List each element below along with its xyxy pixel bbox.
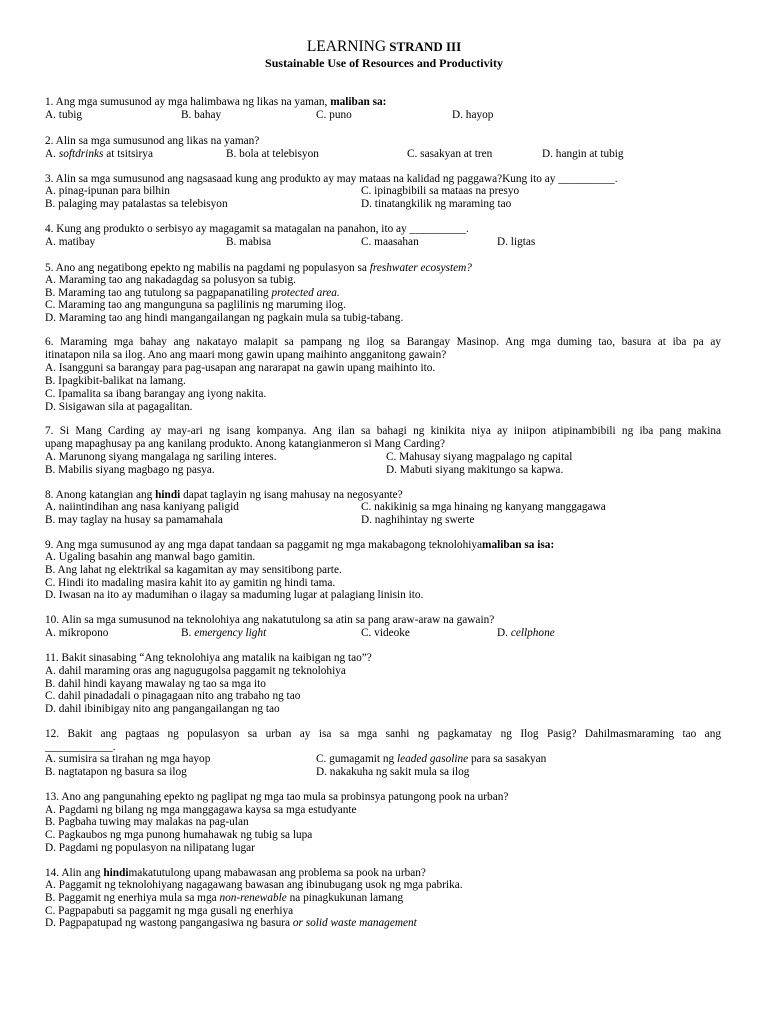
q14-option-c: C. Pagpapabuti sa paggamit ng mga gusali ng enerhiya	[45, 905, 294, 917]
question-1-stem	[45, 96, 386, 109]
q9-option-b: B. Ang lahat ng elektrikal sa kagamitan ay may sensitibong parte.	[45, 564, 342, 576]
q7-option-a: A. Marunong siyang mangalaga ng sariling interes.	[45, 451, 277, 463]
q2-option-b: B. bola at telebisyon	[226, 148, 319, 160]
q1-option-a: A. tubig	[45, 109, 83, 121]
q11-option-a: A. dahil maraming oras ang nagugugolsa paggamit ng teknolohiya	[45, 665, 346, 677]
page-subtitle: Sustainable Use of Resources and Productivity	[265, 56, 503, 70]
question-11-stem: 11. Bakit sinasabing “Ang teknolohiya ang matalik na kaibigan ng tao”?	[45, 652, 372, 664]
question-12-stem-line-2: ____________.	[45, 741, 116, 753]
q14-stem-a: 14. Alin ang	[45, 867, 104, 879]
q2-option-a	[45, 148, 153, 161]
q14-b-text: B. Paggamit ng enerhiya mula sa mga	[45, 892, 220, 904]
q12-c-prefix: C. gumagamit ng	[316, 753, 397, 765]
question-4-stem: 4. Kung ang produkto o serbisyo ay magagamit sa matagalan na panahon, ito ay __________.	[45, 223, 469, 235]
q10-option-a: A. mikropono	[45, 627, 109, 639]
q9-stem-bold: maliban sa isa:	[482, 539, 555, 551]
q12-option-c	[316, 753, 546, 766]
q5-option-c: C. Maraming tao ang mangunguna sa paglilinis ng maruming ilog.	[45, 299, 346, 311]
q3-option-c: C. ipinagbibili sa mataas na presyo	[361, 185, 520, 197]
q12-option-a: A. sumisira sa tirahan ng mga hayop	[45, 753, 211, 765]
q12-c-italic: leaded gasoline	[396, 753, 469, 765]
q3-option-b: B. palaging may patalastas sa telebisyon	[45, 198, 228, 210]
q5-stem-text: 5. Ano ang negatibong epekto ng mabilis na pagdami ng populasyon sa	[45, 262, 370, 274]
q14-b-rest: na pinagkukunan lamang	[286, 892, 404, 904]
page-title	[0, 38, 768, 56]
question-12-stem-line-1: 12. Bakit ang pagtaas ng populasyon sa urban ay isa sa mga sanhi ng pagkamatay ng Ilog Pasig? Dahilmasmaraming tao ang	[45, 728, 721, 740]
q14-stem-bold: hindi	[103, 867, 129, 879]
q2-a-prefix: A.	[45, 148, 59, 160]
q10-option-b	[181, 627, 266, 640]
q1-stem-bold: maliban sa:	[330, 96, 387, 108]
q6-option-b: B. Ipagkibit-balikat na lamang.	[45, 375, 186, 387]
q5-option-d: D. Maraming tao ang hindi mangangailangan ng pagkain mula sa tubig-tabang.	[45, 312, 404, 324]
q4-option-b: B. mabisa	[226, 236, 272, 248]
title-part-2: STRAND III	[386, 39, 462, 54]
question-3-stem: 3. Alin sa mga sumusunod ang nagsasaad kung ang produkto ay may mataas na kalidad ng paggawa?Kung ito ay __________.	[45, 173, 618, 185]
q9-stem-text: 9. Ang mga sumusunod ay ang mga dapat tandaan sa paggamit ng mga makabagong teknolohiya	[45, 539, 483, 551]
question-10-stem: 10. Alin sa mga sumusunod na teknolohiya ang nakatutulong sa atin sa pang araw-araw na gawain?	[45, 614, 495, 626]
q1-stem-text: 1. Ang mga sumusunod ay mga halimbawa ng likas na yaman,	[45, 96, 331, 108]
q14-d-italic: or solid waste management	[292, 917, 417, 929]
q8-option-c: C. nakikinig sa mga hinaing ng kanyang manggagawa	[361, 501, 606, 513]
question-6-stem-line-1: 6. Maraming mga bahay ang nakatayo malapit sa pampang ng ilog sa Barangay Masinop. Ang mga duming tao, basura at iba pa ay	[45, 336, 721, 348]
q13-option-d: D. Pagdami ng populasyon na nilipatang lugar	[45, 842, 255, 854]
q12-c-rest: para sa sasakyan	[468, 753, 547, 765]
q14-option-a: A. Paggamit ng teknolohiyang nagagawang bawasan ang ibinubugang usok ng mga pabrika.	[45, 879, 463, 891]
question-2-stem: 2. Alin sa mga sumusunod ang likas na yaman?	[45, 135, 260, 147]
q13-option-c: C. Pagkaubos ng mga punong humahawak ng tubig sa lupa	[45, 829, 313, 841]
q7-option-c: C. Mahusay siyang magpalago ng capital	[386, 451, 573, 463]
q12-option-b: B. nagtatapon ng basura sa ilog	[45, 766, 187, 778]
q11-option-b: B. dahil hindi kayang mawalay ng tao sa mga ito	[45, 678, 266, 690]
q8-option-d: D. naghihintay ng swerte	[361, 514, 475, 526]
question-7-stem-line-1: 7. Si Mang Carding ay may-ari ng isang kompanya. Ang ilan sa bahagi ng kinikita niya ay iniipon atipinambibili ng iba pang makina	[45, 425, 721, 437]
q1-option-d: D. hayop	[452, 109, 494, 121]
q10-option-d	[497, 627, 555, 640]
q4-option-a: A. matibay	[45, 236, 96, 248]
q13-option-a: A. Pagdami ng bilang ng mga manggagawa kaysa sa mga estudyante	[45, 804, 357, 816]
q10-d-prefix: D.	[497, 627, 511, 639]
q8-stem-a: 8. Anong katangian ang	[45, 489, 156, 501]
q8-option-b: B. may taglay na husay sa pamamahala	[45, 514, 223, 526]
q1-option-c: C. puno	[316, 109, 352, 121]
q14-stem-b: makatutulong upang mabawasan ang problema sa pook na urban?	[128, 867, 426, 879]
q2-a-rest: at tsitsirya	[103, 148, 153, 160]
q4-option-d: D. ligtas	[497, 236, 536, 248]
q5-b-italic: protected area.	[271, 287, 340, 299]
q2-a-italic: softdrinks	[58, 148, 104, 160]
q8-stem-b: dapat taglayin ng isang mahusay na negosyante?	[180, 489, 403, 501]
question-6-stem-line-2: itinatapon nila sa ilog. Ano ang maari mong gawin upang maihinto angganitong gawain?	[45, 349, 447, 361]
q2-option-d: D. hangin at tubig	[542, 148, 624, 160]
q3-option-d: D. tinatangkilik ng maraming tao	[361, 198, 512, 210]
q6-option-d: D. Sisigawan sila at pagagalitan.	[45, 401, 193, 413]
q1-option-b: B. bahay	[181, 109, 222, 121]
q5-stem-italic: freshwater ecosystem?	[369, 262, 472, 274]
q3-option-a: A. pinag-ipunan para bilhin	[45, 185, 170, 197]
title-part-1: LEARNING	[306, 38, 387, 55]
q13-option-b: B. Pagbaha tuwing may malakas na pag-ulan	[45, 816, 249, 828]
q4-option-c: C. maasahan	[361, 236, 419, 248]
q9-option-a: A. Ugaling basahin ang manwal bago gamitin.	[45, 551, 256, 563]
q5-option-a: A. Maraming tao ang nakadagdag sa polusyon sa tubig.	[45, 274, 296, 286]
q14-option-d	[45, 917, 417, 930]
q9-option-c: C. Hindi ito madaling masira kahit ito ay gamitin ng hindi tama.	[45, 577, 336, 589]
q11-option-d: D. dahil ibinibigay nito ang pangangailangan ng tao	[45, 703, 280, 715]
q10-b-prefix: B.	[181, 627, 195, 639]
q7-option-d: D. Mabuti siyang makitungo sa kapwa.	[386, 464, 564, 476]
q6-option-c: C. Ipamalita sa ibang barangay ang iyong nakita.	[45, 388, 267, 400]
q8-option-a: A. naiintindihan ang nasa kaniyang paligid	[45, 501, 239, 513]
q9-option-d: D. Iwasan na ito ay madumihan o ilagay sa maduming lugar at palagiang linisin ito.	[45, 589, 424, 601]
q14-option-b	[45, 892, 403, 905]
q10-d-italic: cellphone	[510, 627, 555, 639]
q10-option-c: C. videoke	[361, 627, 410, 639]
question-7-stem-line-2: upang mapaghusay pa ang kanilang produkto. Anong katangianmeron si Mang Carding?	[45, 438, 446, 450]
q2-option-c: C. sasakyan at tren	[407, 148, 493, 160]
q10-b-italic: emergency light	[194, 627, 267, 639]
q12-option-d: D. nakakuha ng sakit mula sa ilog	[316, 766, 470, 778]
q6-option-a: A. Isangguni sa barangay para pag-usapan ang nararapat na gawin upang maihinto ito.	[45, 362, 436, 374]
q14-d-text: D. Pagpapatupad ng wastong pangangasiwa ng basura	[45, 917, 293, 929]
q11-option-c: C. dahil pinadadali o pinagagaan nito ang trabaho ng tao	[45, 690, 301, 702]
question-13-stem: 13. Ano ang pangunahing epekto ng paglipat ng mga tao mula sa probinsya patungong pook na urban?	[45, 791, 509, 803]
q14-b-italic: non-renewable	[219, 892, 287, 904]
q7-option-b: B. Mabilis siyang magbago ng pasya.	[45, 464, 215, 476]
q8-stem-bold: hindi	[155, 489, 181, 501]
q5-b-text: B. Maraming tao ang tutulong sa pagpapanatiling	[45, 287, 272, 299]
